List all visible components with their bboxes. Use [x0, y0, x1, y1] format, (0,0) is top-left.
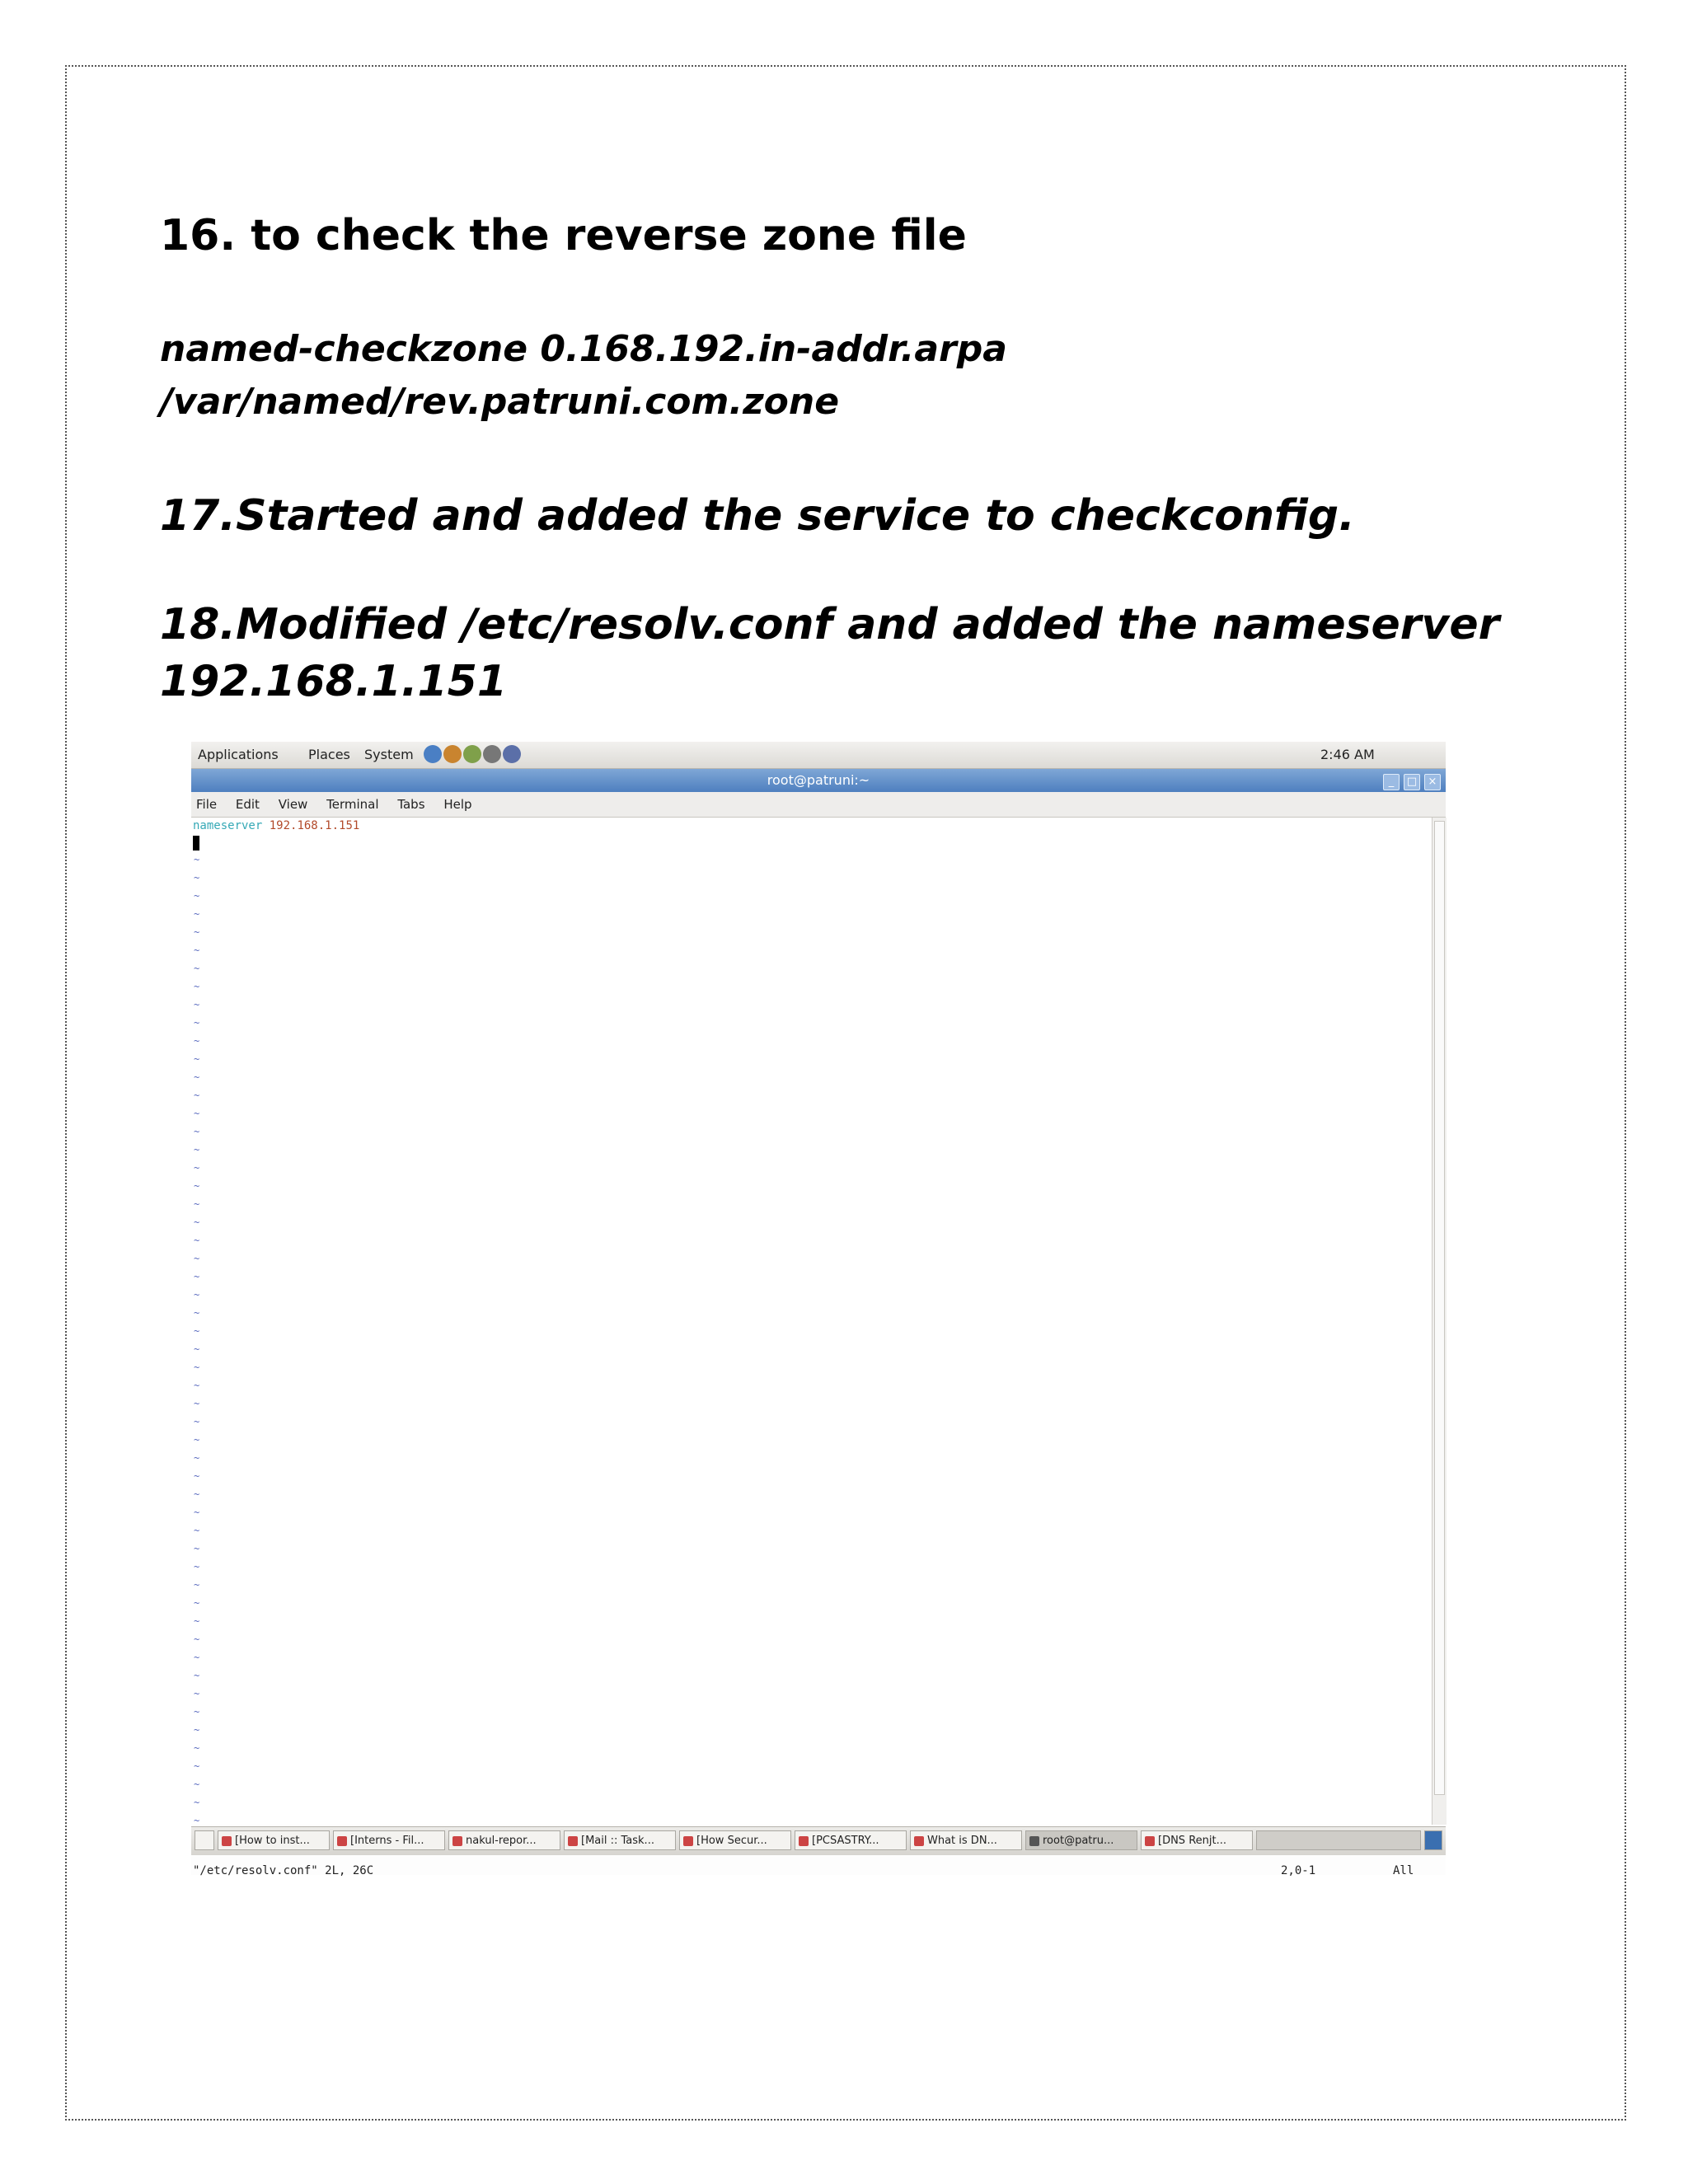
taskbar-item[interactable]	[795, 1830, 907, 1850]
minimize-icon[interactable]: _	[1383, 774, 1400, 790]
tilde-marker: ~	[194, 1615, 200, 1627]
window-icon	[568, 1836, 578, 1846]
tilde-marker: ~	[194, 1670, 200, 1681]
taskbar-item[interactable]	[333, 1830, 445, 1850]
tilde-marker: ~	[194, 1706, 200, 1718]
top-panel	[191, 742, 1446, 769]
tilde-marker: ~	[194, 890, 200, 902]
tilde-marker: ~	[194, 1071, 200, 1083]
window-title: root@patruni:~	[767, 772, 870, 788]
status-position: 2,0-1	[1281, 1864, 1316, 1877]
tilde-marker: ~	[194, 1017, 200, 1029]
tilde-marker: ~	[194, 1815, 200, 1826]
taskbar-label: root@patru...	[1043, 1835, 1114, 1847]
tilde-marker: ~	[194, 1307, 200, 1319]
tilde-marker: ~	[194, 1525, 200, 1536]
taskbar-label: [PCSASTRY...	[812, 1835, 879, 1847]
applications-menu[interactable]: Applications	[198, 747, 279, 762]
tilde-marker: ~	[194, 926, 200, 938]
tilde-marker: ~	[194, 1724, 200, 1736]
window-icon	[799, 1836, 809, 1846]
workspace-switcher[interactable]	[1256, 1830, 1421, 1850]
tilde-marker: ~	[194, 1398, 200, 1409]
maximize-icon[interactable]: □	[1404, 774, 1420, 790]
window-icon	[452, 1836, 462, 1846]
menu-help[interactable]: Help	[443, 797, 472, 812]
taskbar-item[interactable]	[218, 1830, 330, 1850]
step-16-heading: 16. to check the reverse zone file	[160, 211, 967, 260]
tilde-marker: ~	[194, 1452, 200, 1464]
tilde-marker: ~	[194, 1434, 200, 1446]
places-menu[interactable]: Places	[308, 747, 350, 762]
tilde-marker: ~	[194, 1380, 200, 1391]
tilde-marker: ~	[194, 1090, 200, 1101]
taskbar-label: [Mail :: Task...	[581, 1835, 654, 1847]
status-file: "/etc/resolv.conf" 2L, 26C	[193, 1864, 374, 1877]
tilde-marker: ~	[194, 1180, 200, 1192]
nameserver-keyword: nameserver	[193, 819, 263, 832]
show-desktop-button[interactable]	[195, 1830, 214, 1850]
trash-icon[interactable]	[1424, 1830, 1442, 1850]
tilde-marker: ~	[194, 1198, 200, 1210]
tilde-marker: ~	[194, 1633, 200, 1645]
terminal-titlebar[interactable]	[191, 769, 1446, 792]
tilde-marker: ~	[194, 1361, 200, 1373]
tilde-marker: ~	[194, 854, 200, 865]
tilde-marker: ~	[194, 1507, 200, 1518]
taskbar-item[interactable]	[679, 1830, 791, 1850]
menu-terminal[interactable]: Terminal	[326, 797, 379, 812]
tilde-marker: ~	[194, 908, 200, 920]
menu-view[interactable]: View	[278, 797, 308, 812]
taskbar-item[interactable]	[448, 1830, 560, 1850]
tilde-marker: ~	[194, 1652, 200, 1663]
tilde-marker: ~	[194, 1289, 200, 1301]
taskbar-label: [How Secur...	[696, 1835, 767, 1847]
menu-file[interactable]: File	[196, 797, 218, 812]
tilde-marker: ~	[194, 1742, 200, 1754]
status-all: All	[1393, 1864, 1414, 1877]
desktop-screenshot	[191, 742, 1446, 1875]
tilde-marker: ~	[194, 1688, 200, 1699]
taskbar-label: [DNS Renjt...	[1158, 1835, 1226, 1847]
tilde-marker: ~	[194, 1760, 200, 1772]
tilde-marker: ~	[194, 963, 200, 974]
nameserver-value: 192.168.1.151	[269, 819, 360, 832]
tilde-marker: ~	[194, 1488, 200, 1500]
tilde-marker: ~	[194, 1253, 200, 1264]
tilde-marker: ~	[194, 1343, 200, 1355]
terminal-menubar	[191, 792, 1446, 818]
window-icon	[683, 1836, 693, 1846]
tilde-marker: ~	[194, 1126, 200, 1137]
tilde-marker: ~	[194, 1797, 200, 1808]
tilde-marker: ~	[194, 1543, 200, 1554]
tilde-marker: ~	[194, 1779, 200, 1790]
tilde-marker: ~	[194, 1035, 200, 1047]
mail-icon[interactable]	[443, 745, 462, 763]
taskbar-label: What is DN...	[927, 1835, 997, 1847]
tilde-marker: ~	[194, 1470, 200, 1482]
tilde-marker: ~	[194, 1053, 200, 1065]
notes-icon[interactable]	[463, 745, 481, 763]
tilde-marker: ~	[194, 1561, 200, 1572]
tilde-marker: ~	[194, 872, 200, 883]
taskbar-item[interactable]	[564, 1830, 676, 1850]
step-16-command-line-1: named-checkzone 0.168.192.in-addr.arpa	[160, 328, 1007, 370]
taskbar-item-active[interactable]	[1025, 1830, 1137, 1850]
step-16-command-line-2: /var/named/rev.patruni.com.zone	[160, 381, 840, 423]
panel-clock[interactable]: 2:46 AM	[1320, 747, 1375, 762]
tilde-marker: ~	[194, 1579, 200, 1591]
text-cursor	[193, 836, 199, 851]
tilde-marker: ~	[194, 1216, 200, 1228]
tilde-marker: ~	[194, 944, 200, 956]
tilde-marker: ~	[194, 999, 200, 1010]
step-17-heading: 17.Started and added the service to checkconfig.	[160, 491, 1355, 541]
network-icon[interactable]	[503, 745, 521, 763]
taskbar-label: [How to inst...	[235, 1835, 310, 1847]
tilde-marker: ~	[194, 1108, 200, 1119]
tilde-marker: ~	[194, 1271, 200, 1282]
taskbar-label: nakul-repor...	[466, 1835, 537, 1847]
taskbar-item[interactable]	[1141, 1830, 1253, 1850]
tilde-marker: ~	[194, 1162, 200, 1174]
launcher-icons	[424, 745, 523, 763]
tilde-marker: ~	[194, 1597, 200, 1609]
taskbar-label: [Interns - Fil...	[350, 1835, 424, 1847]
resolv-line	[193, 819, 359, 832]
vi-status-line	[193, 1864, 1429, 1877]
terminal-launcher-icon[interactable]	[483, 745, 501, 763]
taskbar-item[interactable]	[910, 1830, 1022, 1850]
scrollbar-thumb[interactable]	[1434, 821, 1445, 1795]
step-18-heading-line-1: 18.Modified /etc/resolv.conf and added the nameserver	[160, 600, 1500, 649]
window-controls	[1379, 772, 1441, 790]
tilde-marker: ~	[194, 1144, 200, 1155]
window-icon	[222, 1836, 232, 1846]
window-icon	[337, 1836, 347, 1846]
tilde-marker: ~	[194, 1325, 200, 1337]
window-icon	[1145, 1836, 1155, 1846]
browser-icon[interactable]	[424, 745, 442, 763]
menu-tabs[interactable]: Tabs	[397, 797, 425, 812]
terminal-scrollbar[interactable]	[1432, 818, 1447, 1825]
system-menu[interactable]: System	[364, 747, 414, 762]
terminal-icon	[1029, 1836, 1039, 1846]
step-18-heading-line-2: 192.168.1.151	[160, 657, 508, 706]
bottom-taskbar	[191, 1826, 1446, 1855]
window-icon	[914, 1836, 924, 1846]
close-icon[interactable]: ×	[1424, 774, 1441, 790]
tilde-marker: ~	[194, 1416, 200, 1427]
tilde-marker: ~	[194, 981, 200, 992]
tilde-marker: ~	[194, 1235, 200, 1246]
menu-edit[interactable]: Edit	[235, 797, 260, 812]
